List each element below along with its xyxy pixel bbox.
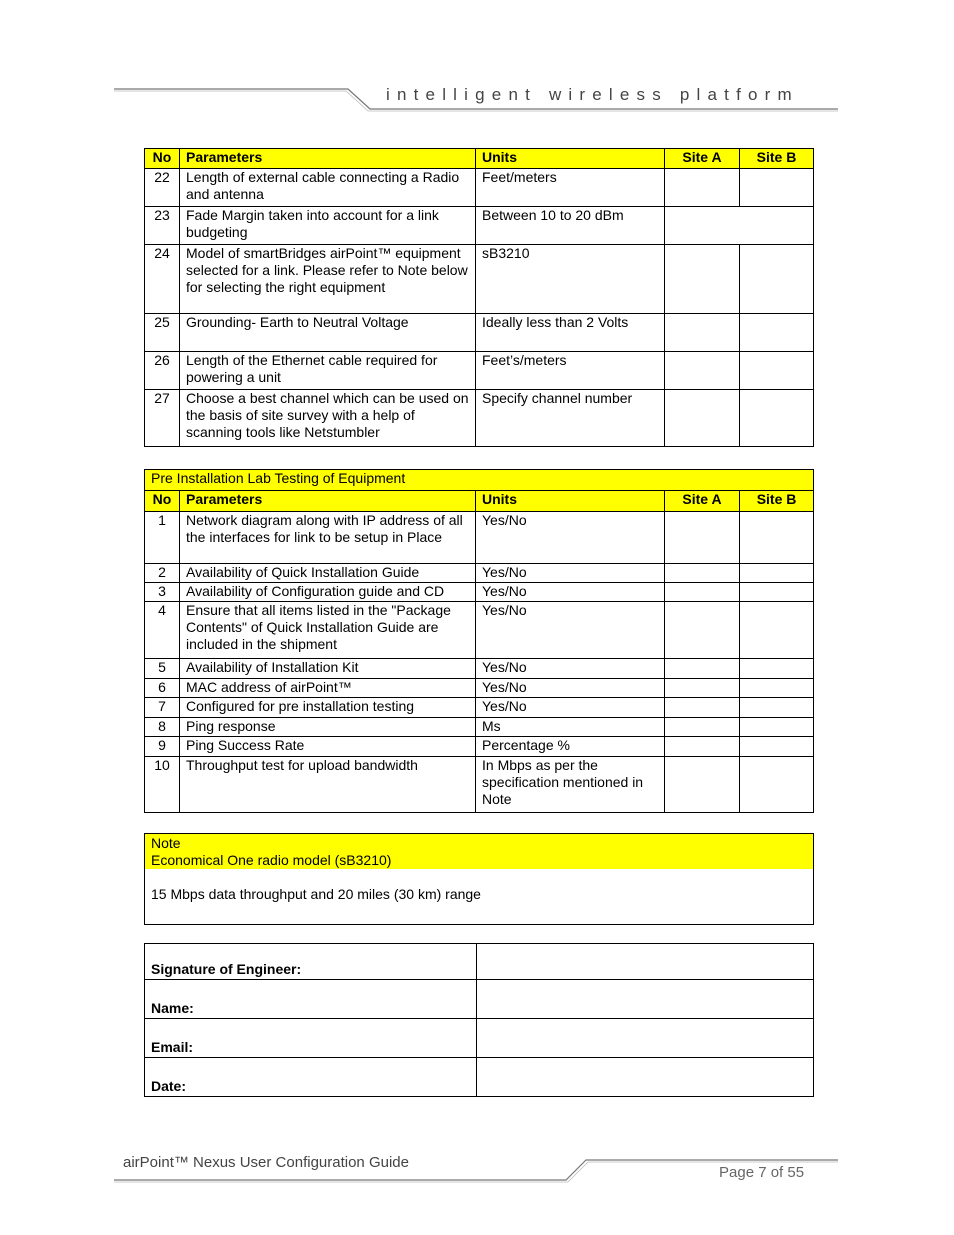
row-parameter: Network diagram along with IP address of all the interfaces for link to be setup in Place xyxy=(180,512,476,564)
row-units: Yes/No xyxy=(476,583,665,602)
table-row xyxy=(145,602,814,659)
signature-table xyxy=(144,943,814,1097)
site-b-cell[interactable] xyxy=(740,679,814,698)
email-label: Email: xyxy=(145,1019,477,1058)
row-parameter: Ping response xyxy=(180,718,476,737)
site-a-cell[interactable] xyxy=(665,512,740,564)
site-b-cell[interactable] xyxy=(740,512,814,564)
note-subheading: Economical One radio model (sB3210) xyxy=(151,852,392,868)
site-ab-cell[interactable] xyxy=(665,207,814,245)
table-row xyxy=(145,659,814,679)
site-b-cell[interactable] xyxy=(740,314,814,352)
col-no: No xyxy=(145,491,180,512)
table-row xyxy=(145,718,814,737)
site-b-cell[interactable] xyxy=(740,352,814,390)
signature-field[interactable] xyxy=(477,944,814,980)
row-no: 3 xyxy=(145,583,180,602)
site-a-cell[interactable] xyxy=(665,718,740,737)
row-no: 9 xyxy=(145,737,180,757)
row-parameter: Ping Success Rate xyxy=(180,737,476,757)
table-row xyxy=(145,245,814,314)
row-no: 24 xyxy=(145,245,180,314)
row-no: 27 xyxy=(145,390,180,447)
col-site-a: Site A xyxy=(665,149,740,169)
signature-label: Signature of Engineer: xyxy=(145,944,477,980)
site-a-cell[interactable] xyxy=(665,245,740,314)
site-b-cell[interactable] xyxy=(740,757,814,813)
email-field[interactable] xyxy=(477,1019,814,1058)
row-parameter: Fade Margin taken into account for a link budgeting xyxy=(180,207,476,245)
col-site-a: Site A xyxy=(665,491,740,512)
pre-installation-table xyxy=(144,469,814,813)
row-parameter: Availability of Configuration guide and CD xyxy=(180,583,476,602)
site-a-cell[interactable] xyxy=(665,602,740,659)
row-no: 26 xyxy=(145,352,180,390)
row-parameter: Choose a best channel which can be used on the basis of site survey with a help of scanning tools like Netstumbler xyxy=(180,390,476,447)
page-number: Page 7 of 55 xyxy=(719,1164,805,1181)
row-units: Yes/No xyxy=(476,698,665,718)
parameters-table-1 xyxy=(144,148,814,447)
table-row xyxy=(145,757,814,813)
site-a-cell[interactable] xyxy=(665,390,740,447)
col-parameters: Parameters xyxy=(180,491,476,512)
row-no: 6 xyxy=(145,679,180,698)
row-parameter: MAC address of airPoint™ xyxy=(180,679,476,698)
row-units: Between 10 to 20 dBm xyxy=(476,207,665,245)
col-no: No xyxy=(145,149,180,169)
section-title: Pre Installation Lab Testing of Equipment xyxy=(145,470,814,491)
row-parameter: Ensure that all items listed in the "Package Contents" of Quick Installation Guide are included in the shipment xyxy=(180,602,476,659)
row-no: 23 xyxy=(145,207,180,245)
col-units: Units xyxy=(476,491,665,512)
row-units: Yes/No xyxy=(476,679,665,698)
site-b-cell[interactable] xyxy=(740,245,814,314)
site-a-cell[interactable] xyxy=(665,583,740,602)
footer-title: airPoint™ Nexus User Configuration Guide xyxy=(123,1154,409,1171)
row-parameter: Model of smartBridges airPoint™ equipment selected for a link. Please refer to Note below for selecting the right equipment xyxy=(180,245,476,314)
site-a-cell[interactable] xyxy=(665,314,740,352)
row-parameter: Grounding- Earth to Neutral Voltage xyxy=(180,314,476,352)
date-field[interactable] xyxy=(477,1058,814,1097)
row-parameter: Availability of Installation Kit xyxy=(180,659,476,679)
site-b-cell[interactable] xyxy=(740,583,814,602)
row-parameter: Configured for pre installation testing xyxy=(180,698,476,718)
row-units: Percentage % xyxy=(476,737,665,757)
site-b-cell[interactable] xyxy=(740,659,814,679)
row-units: Ms xyxy=(476,718,665,737)
site-b-cell[interactable] xyxy=(740,169,814,207)
date-label: Date: xyxy=(145,1058,477,1097)
row-no: 25 xyxy=(145,314,180,352)
row-no: 8 xyxy=(145,718,180,737)
site-a-cell[interactable] xyxy=(665,737,740,757)
row-no: 7 xyxy=(145,698,180,718)
row-units: Yes/No xyxy=(476,602,665,659)
name-field[interactable] xyxy=(477,980,814,1019)
col-parameters: Parameters xyxy=(180,149,476,169)
col-site-b: Site B xyxy=(740,491,814,512)
site-b-cell[interactable] xyxy=(740,602,814,659)
row-units: Feet’s/meters xyxy=(476,352,665,390)
site-a-cell[interactable] xyxy=(665,352,740,390)
site-a-cell[interactable] xyxy=(665,757,740,813)
site-a-cell[interactable] xyxy=(665,659,740,679)
site-a-cell[interactable] xyxy=(665,169,740,207)
note-body: 15 Mbps data throughput and 20 miles (30 km) range xyxy=(145,869,814,924)
row-units: sB3210 xyxy=(476,245,665,314)
table-row xyxy=(145,207,814,245)
col-units: Units xyxy=(476,149,665,169)
row-no: 1 xyxy=(145,512,180,564)
site-b-cell[interactable] xyxy=(740,698,814,718)
table-row xyxy=(145,390,814,447)
site-a-cell[interactable] xyxy=(665,698,740,718)
row-units: Yes/No xyxy=(476,564,665,583)
name-label: Name: xyxy=(145,980,477,1019)
row-units: In Mbps as per the specification mentioned in Note xyxy=(476,757,665,813)
site-b-cell[interactable] xyxy=(740,718,814,737)
row-no: 22 xyxy=(145,169,180,207)
table-row xyxy=(145,698,814,718)
table-row xyxy=(145,583,814,602)
header-tagline: intelligent wireless platform xyxy=(386,85,799,104)
table-row xyxy=(145,679,814,698)
note-box xyxy=(144,833,814,925)
row-units: Yes/No xyxy=(476,659,665,679)
note-heading: Note xyxy=(151,835,181,851)
row-parameter: Availability of Quick Installation Guide xyxy=(180,564,476,583)
row-parameter: Length of the Ethernet cable required for powering a unit xyxy=(180,352,476,390)
table-row xyxy=(145,512,814,564)
row-no: 2 xyxy=(145,564,180,583)
row-units: Feet/meters xyxy=(476,169,665,207)
site-b-cell[interactable] xyxy=(740,737,814,757)
site-b-cell[interactable] xyxy=(740,564,814,583)
row-no: 4 xyxy=(145,602,180,659)
table-row xyxy=(145,737,814,757)
site-a-cell[interactable] xyxy=(665,679,740,698)
row-units: Yes/No xyxy=(476,512,665,564)
col-site-b: Site B xyxy=(740,149,814,169)
table-row xyxy=(145,314,814,352)
site-b-cell[interactable] xyxy=(740,390,814,447)
site-a-cell[interactable] xyxy=(665,564,740,583)
table-row xyxy=(145,352,814,390)
table-row xyxy=(145,169,814,207)
row-no: 10 xyxy=(145,757,180,813)
row-parameter: Length of external cable connecting a Radio and antenna xyxy=(180,169,476,207)
row-units: Specify channel number xyxy=(476,390,665,447)
row-no: 5 xyxy=(145,659,180,679)
table-row xyxy=(145,564,814,583)
row-units: Ideally less than 2 Volts xyxy=(476,314,665,352)
row-parameter: Throughput test for upload bandwidth xyxy=(180,757,476,813)
